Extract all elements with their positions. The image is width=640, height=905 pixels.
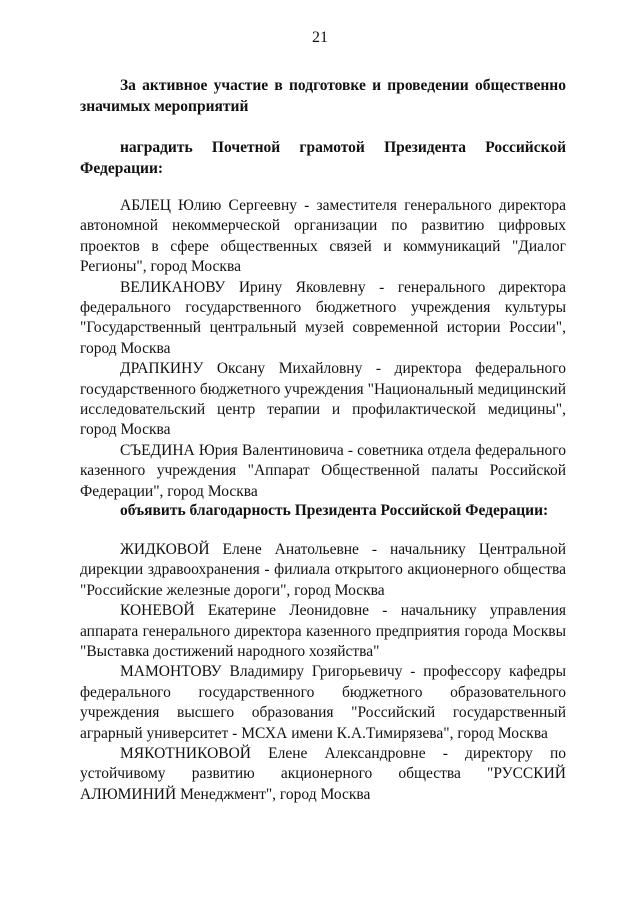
thanks-entry: МАМОНТОВУ Владимиру Григорьевичу - профессору кафедры федерального государственного бюджетного образовательного учреждения высшего образования "Российский государственный аграрный университет - МСХА имени К.А.Тимирязева", город Москва xyxy=(80,663,566,742)
thanks-heading: объявить благодарность Президента Российской Федерации: xyxy=(120,502,549,519)
section-title: За активное участие в подготовке и проведении общественно значимых мероприятий xyxy=(80,77,566,115)
thanks-list xyxy=(80,540,566,805)
award-entry: ДРАПКИНУ Оксану Михайловну - директора федерального государственного бюджетного учреждения "Национальный медицинский исследовательский центр терапии и профилактической медицины", город Москва xyxy=(80,360,566,439)
award-entry: АБЛЕЦ Юлию Сергеевну - заместителя генерального директора автономной некоммерческой организации по развитию цифровых проектов в сфере общественных связей и коммуникаций "Диалог Регионы", город Москва xyxy=(80,197,566,276)
award-list xyxy=(80,196,566,502)
award-entry: СЪЕДИНА Юрия Валентиновича - советника отдела федерального казенного учреждения "Аппарат Общественной палаты Российской Федерации", город Москва xyxy=(80,441,566,500)
award-heading: наградить Почетной грамотой Президента Российской Федерации: xyxy=(80,139,566,177)
thanks-entry: МЯКОТНИКОВОЙ Елене Александровне - директору по устойчивому развитию акционерного общества "РУССКИЙ АЛЮМИНИЙ Менеджмент", город Москва xyxy=(80,745,566,803)
thanks-entry: ЖИДКОВОЙ Елене Анатольевне - начальнику Центральной дирекции здравоохранения - филиала открытого акционерного общества "Российские железные дороги", город Москва xyxy=(80,541,566,599)
award-entry: ВЕЛИКАНОВУ Ирину Яковлевну - генерального директора федерального государственного бюджетного учреждения культуры "Государственный центральный музей современной истории России", город Москва xyxy=(80,278,566,357)
thanks-entry: КОНЕВОЙ Екатерине Леонидовне - начальнику управления аппарата генерального директора казенного предприятия города Москвы "Выставка достижений народного хозяйства" xyxy=(80,602,566,661)
page-number: 21 xyxy=(312,29,328,46)
